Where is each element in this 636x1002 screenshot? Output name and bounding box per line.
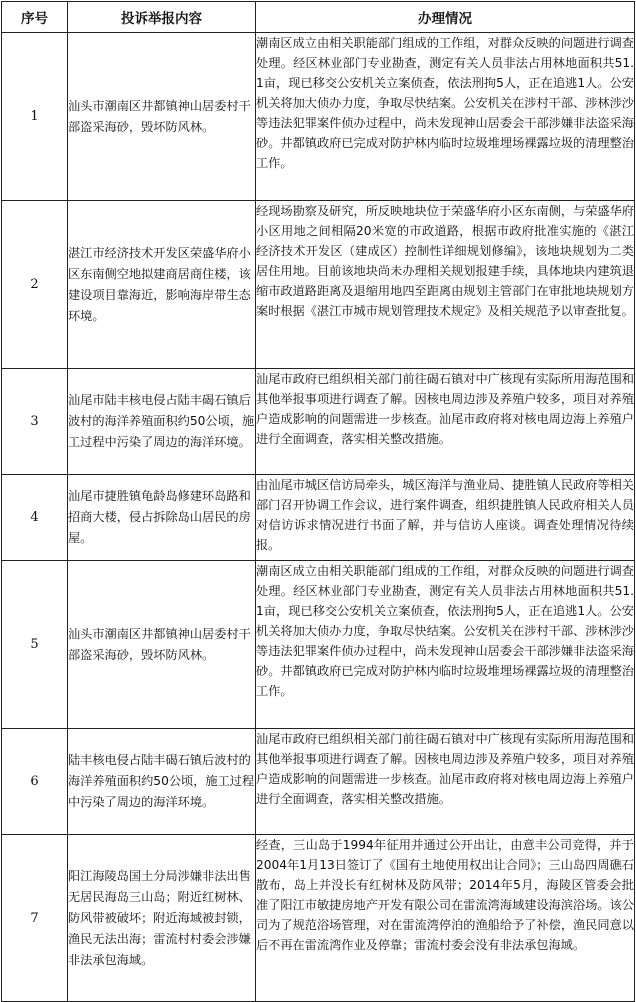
complaint-content: 汕尾市陆丰核电侵占陆丰碣石镇后波村的海洋养殖面积约50公顷，施工过程中污染了周边的海洋环境。 [68,369,256,475]
header-no: 序号 [2,2,68,33]
complaint-report-table [1,1,635,1002]
table-row [2,201,635,369]
row-number: 6 [2,729,68,835]
complaint-content: 阳江海陵岛国土分局涉嫌非法出售无居民海岛三山岛；附近红树林、防风带被破坏；附近海域被封锁，渔民无法出海；雷流村村委会涉嫌非法承包海域。 [68,835,256,1002]
handling-status: 潮南区成立由相关职能部门组成的工作组，对群众反映的问题进行调查处理。经区林业部门专业勘查，测定有关人员非法占用林地面积共51.1亩，现已移交公安机关立案侦查，依法刑拘5人，正在追逃1人。公安机关将加大侦办力度，争取尽快结案。公安机关在涉村干部、涉林涉沙等违法犯罪案件侦办过程中，尚未发现神山居委会干部涉嫌非法盗采海砂。井都镇政府已完成对防护林内临时垃圾堆埋场裸露垃圾的清理整治工作。 [256,561,635,729]
header-handling: 办理情况 [256,2,635,33]
handling-status: 汕尾市政府已组织相关部门前往碣石镇对中广核现有实际所用海范围和其他举报事项进行调查了解。因核电周边涉及养殖户较多，项目对养殖户造成影响的问题需进一步核查。汕尾市政府将对核电周边海上养殖户进行全面调查，落实相关整改措施。 [256,369,635,475]
header-complaint: 投诉举报内容 [68,2,256,33]
row-number: 7 [2,835,68,1002]
handling-status: 汕尾市政府已组织相关部门前往碣石镇对中广核现有实际所用海范围和其他举报事项进行调查了解。因核电周边涉及养殖户较多，项目对养殖户造成影响的问题需进一步核查。汕尾市政府将对核电周边海上养殖户进行全面调查，落实相关整改措施。 [256,729,635,835]
handling-status: 潮南区成立由相关职能部门组成的工作组，对群众反映的问题进行调查处理。经区林业部门专业勘查，测定有关人员非法占用林地面积共51.1亩，现已移交公安机关立案侦查，依法刑拘5人，正在追逃1人。公安机关将加大侦办力度，争取尽快结案。公安机关在涉村干部、涉林涉沙等违法犯罪案件侦办过程中，尚未发现神山居委会干部涉嫌非法盗采海砂。井都镇政府已完成对防护林内临时垃圾堆埋场裸露垃圾的清理整治工作。 [256,33,635,201]
row-number: 3 [2,369,68,475]
complaint-content: 湛江市经济技术开发区荣盛华府小区东南侧空地拟建商居商住楼，该建设项目靠海近，影响海岸带生态环境。 [68,201,256,369]
row-number: 1 [2,33,68,201]
complaint-content: 汕头市潮南区井都镇神山居委村干部盗采海砂，毁坏防风林。 [68,561,256,729]
table-row [2,33,635,201]
table-header-row [2,2,635,33]
row-number: 2 [2,201,68,369]
complaint-content: 汕头市潮南区井都镇神山居委村干部盗采海砂，毁坏防风林。 [68,33,256,201]
row-number: 5 [2,561,68,729]
table-row [2,561,635,729]
complaint-content: 汕尾市捷胜镇龟龄岛修建环岛路和招商大楼，侵占拆除岛山居民的房屋。 [68,475,256,561]
table-row [2,475,635,561]
complaint-content: 陆丰核电侵占陆丰碣石镇后波村的海洋养殖面积约50公顷，施工过程中污染了周边的海洋环境。 [68,729,256,835]
handling-status: 由汕尾市城区信访局牵头，城区海洋与渔业局、捷胜镇人民政府等相关部门召开协调工作会议，进行案件调查，组织捷胜镇人民政府相关人员对信访诉求情况进行书面了解，并与信访人座谈。调查处理情况待续报。 [256,475,635,561]
handling-status: 经现场勘察及研究，所反映地块位于荣盛华府小区东南侧，与荣盛华府小区用地之间相隔20米宽的市政道路，根据市政府批准实施的《湛江经济技术开发区（建成区）控制性详细规划修编》，该地块规划为二类居住用地。目前该地块尚未办理相关规划报建手续，具体地块内建筑退缩市政道路距离及退缩用地四至距离由规划主管部门在审批地块规划方案时根据《湛江市城市规划管理技术规定》及相关规范予以审查批复。 [256,201,635,369]
row-number: 4 [2,475,68,561]
handling-status: 经查，三山岛于1994年征用并通过公开出让，由意丰公司竞得，并于2004年1月13日签订了《国有土地使用权出让合同》；三山岛四周礁石散布，岛上并没长有红树林及防风带；2014年5月，海陵区管委会批准了阳江市敏捷房地产开发有限公司在雷流湾海域建设海滨浴场。该公司为了规范浴场管理，对在雷流湾停泊的渔船给予了补偿，渔民同意以后不再在雷流湾作业及停靠；雷流村委会没有非法承包海域。 [256,835,635,1002]
table-row [2,369,635,475]
table-row [2,835,635,1002]
table-row [2,729,635,835]
